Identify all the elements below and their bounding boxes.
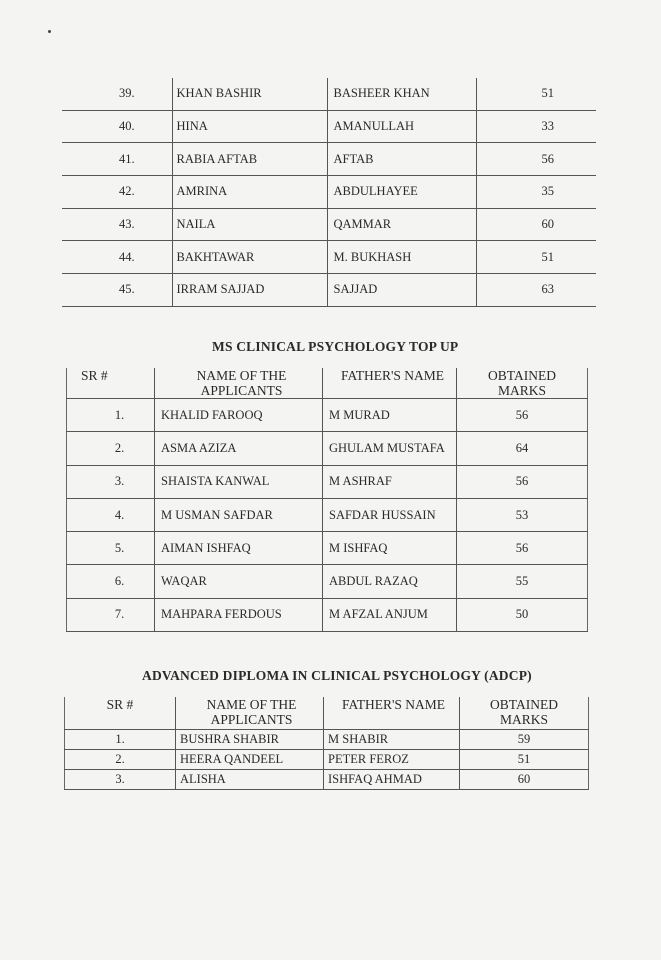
name-header-line-1: NAME OF THE <box>206 697 297 712</box>
applicant-name-cell: ALISHA <box>176 770 324 790</box>
marks-cell: 33 <box>476 110 596 143</box>
marks-header-line-2: MARKS <box>497 383 546 398</box>
sr-cell: 1. <box>67 399 155 432</box>
sr-header: SR # <box>65 697 176 730</box>
father-name-cell: M ISHFAQ <box>323 532 457 565</box>
table-row <box>62 241 596 274</box>
applicant-name-cell: KHAN BASHIR <box>172 78 327 110</box>
name-header-line-2: APPLICANTS <box>200 383 283 398</box>
sr-cell: 3. <box>67 465 155 498</box>
name-header <box>155 368 323 399</box>
father-name-header: FATHER'S NAME <box>324 697 460 730</box>
table-header-row <box>65 697 589 730</box>
father-name-cell: M MURAD <box>323 399 457 432</box>
sr-header: SR # <box>67 368 155 399</box>
marks-cell: 56 <box>457 532 588 565</box>
table-row <box>62 208 596 241</box>
sr-cell: 1. <box>65 730 176 750</box>
marks-cell: 60 <box>460 770 589 790</box>
ink-speck <box>48 30 51 33</box>
applicant-name-cell: MAHPARA FERDOUS <box>155 598 323 631</box>
marks-cell: 59 <box>460 730 589 750</box>
sr-cell: 5. <box>67 532 155 565</box>
applicant-name-cell: IRRAM SAJJAD <box>172 274 327 307</box>
applicant-name-cell: ASMA AZIZA <box>155 432 323 465</box>
section-heading-adcp: ADVANCED DIPLOMA IN CLINICAL PSYCHOLOGY (ADCP) <box>142 668 532 683</box>
father-name-cell: QAMMAR <box>327 208 476 241</box>
section-heading-ms-clinical-psychology: MS CLINICAL PSYCHOLOGY TOP UP <box>212 339 459 354</box>
sr-cell: 2. <box>67 432 155 465</box>
father-name-cell: M SHABIR <box>324 730 460 750</box>
father-name-cell: SAJJAD <box>327 274 476 307</box>
marks-cell: 51 <box>460 750 589 770</box>
father-name-cell: AFTAB <box>327 143 476 176</box>
table-row <box>67 565 588 598</box>
marks-header-line-1: OBTAINED <box>490 697 558 712</box>
adcp-table <box>64 697 589 790</box>
sr-cell: 41. <box>62 143 172 176</box>
father-name-cell: M ASHRAF <box>323 465 457 498</box>
table-header-row <box>67 368 588 399</box>
father-name-cell: AMANULLAH <box>327 110 476 143</box>
father-name-cell: ABDULHAYEE <box>327 176 476 209</box>
table-row <box>65 770 589 790</box>
table-row <box>65 750 589 770</box>
name-header-line-2: APPLICANTS <box>210 712 293 727</box>
father-name-cell: M. BUKHASH <box>327 241 476 274</box>
applicant-name-cell: KHALID FAROOQ <box>155 399 323 432</box>
applicant-name-cell: HINA <box>172 110 327 143</box>
applicant-name-cell: RABIA AFTAB <box>172 143 327 176</box>
marks-cell: 50 <box>457 598 588 631</box>
father-name-cell: M AFZAL ANJUM <box>323 598 457 631</box>
father-name-header: FATHER'S NAME <box>323 368 457 399</box>
sr-cell: 45. <box>62 274 172 307</box>
marks-header <box>457 368 588 399</box>
applicant-name-cell: BUSHRA SHABIR <box>176 730 324 750</box>
marks-cell: 56 <box>457 399 588 432</box>
marks-cell: 63 <box>476 274 596 307</box>
sr-cell: 7. <box>67 598 155 631</box>
applicant-name-cell: HEERA QANDEEL <box>176 750 324 770</box>
table-row <box>65 730 589 750</box>
name-header <box>176 697 324 730</box>
applicant-name-cell: AIMAN ISHFAQ <box>155 532 323 565</box>
table-row <box>67 432 588 465</box>
table-row <box>67 598 588 631</box>
applicant-name-cell: SHAISTA KANWAL <box>155 465 323 498</box>
marks-cell: 56 <box>476 143 596 176</box>
sr-cell: 44. <box>62 241 172 274</box>
sr-cell: 39. <box>62 78 172 110</box>
father-name-cell: BASHEER KHAN <box>327 78 476 110</box>
name-header-line-1: NAME OF THE <box>196 368 287 383</box>
ms-clinical-psychology-table <box>66 368 588 632</box>
father-name-cell: PETER FEROZ <box>324 750 460 770</box>
table-row <box>62 274 596 307</box>
table-row <box>67 498 588 531</box>
applicant-name-cell: AMRINA <box>172 176 327 209</box>
table-row <box>67 399 588 432</box>
father-name-cell: GHULAM MUSTAFA <box>323 432 457 465</box>
marks-cell: 35 <box>476 176 596 209</box>
father-name-cell: ABDUL RAZAQ <box>323 565 457 598</box>
applicant-name-cell: WAQAR <box>155 565 323 598</box>
sr-cell: 6. <box>67 565 155 598</box>
applicant-name-cell: M USMAN SAFDAR <box>155 498 323 531</box>
marks-cell: 56 <box>457 465 588 498</box>
marks-cell: 53 <box>457 498 588 531</box>
results-table-continued <box>62 78 596 307</box>
table-row <box>62 143 596 176</box>
marks-header-line-1: OBTAINED <box>488 368 556 383</box>
sr-cell: 4. <box>67 498 155 531</box>
sr-cell: 3. <box>65 770 176 790</box>
marks-cell: 55 <box>457 565 588 598</box>
table-row <box>62 176 596 209</box>
table-row <box>67 532 588 565</box>
marks-cell: 60 <box>476 208 596 241</box>
applicant-name-cell: NAILA <box>172 208 327 241</box>
father-name-cell: SAFDAR HUSSAIN <box>323 498 457 531</box>
table-row <box>67 465 588 498</box>
marks-cell: 64 <box>457 432 588 465</box>
marks-cell: 51 <box>476 241 596 274</box>
applicant-name-cell: BAKHTAWAR <box>172 241 327 274</box>
table-row <box>62 110 596 143</box>
marks-header <box>460 697 589 730</box>
sr-cell: 40. <box>62 110 172 143</box>
sr-cell: 43. <box>62 208 172 241</box>
marks-cell: 51 <box>476 78 596 110</box>
sr-cell: 2. <box>65 750 176 770</box>
father-name-cell: ISHFAQ AHMAD <box>324 770 460 790</box>
table-row <box>62 78 596 110</box>
marks-header-line-2: MARKS <box>499 712 548 727</box>
sr-cell: 42. <box>62 176 172 209</box>
